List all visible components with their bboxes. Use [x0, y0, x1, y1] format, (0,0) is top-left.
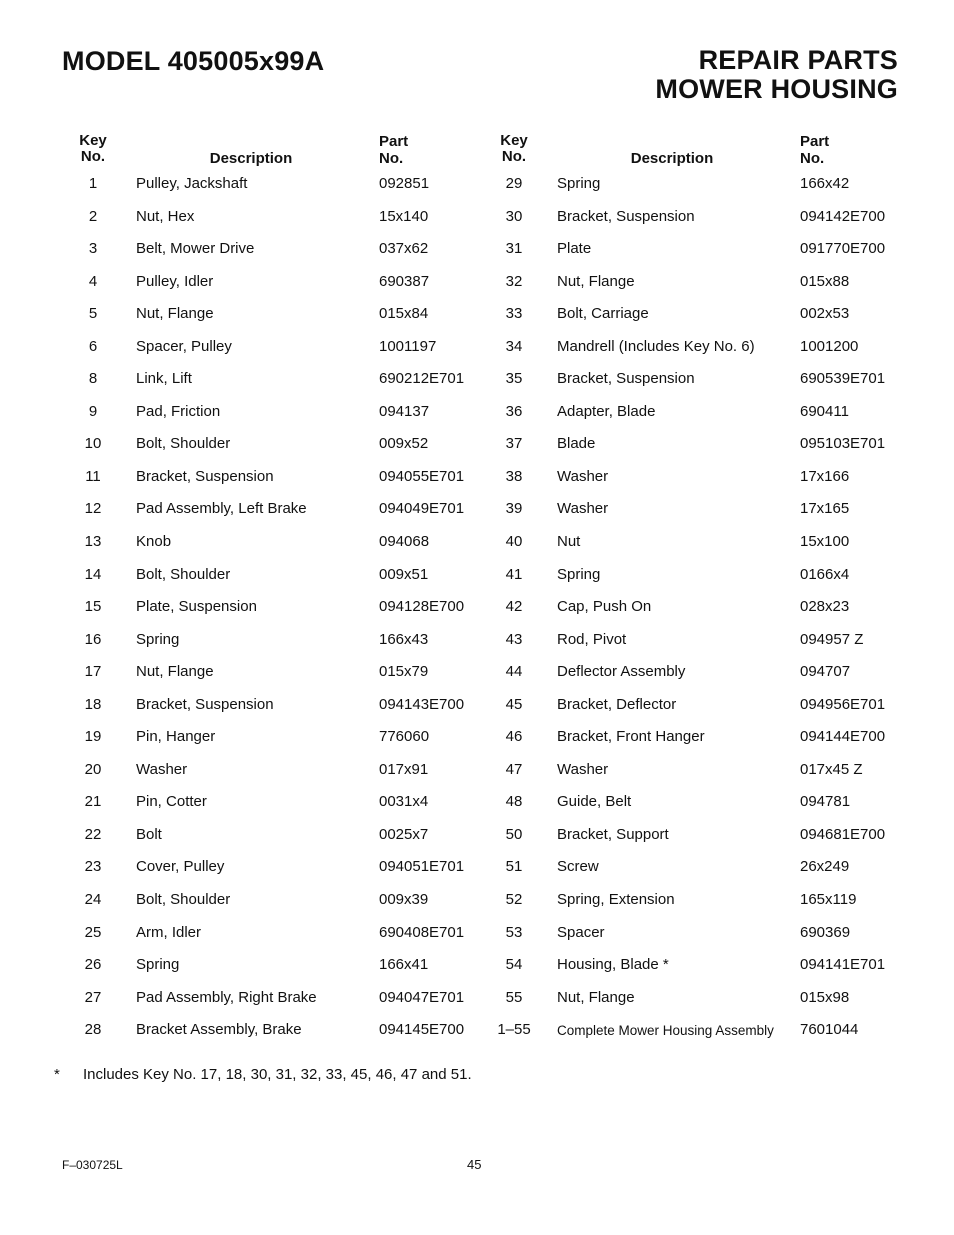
key-no: 5 [88, 305, 98, 323]
part-number: 095103E701 [800, 435, 886, 453]
description-header: Description [209, 150, 293, 167]
part-number: 0166x4 [800, 565, 850, 583]
key-no: 55 [505, 988, 523, 1006]
key-no: 37 [505, 435, 523, 453]
part-description: Pulley, Idler [136, 272, 214, 290]
key-no: 2 [88, 207, 98, 225]
key-no: 26 [84, 956, 102, 974]
part-description: Bracket Assembly, Brake [136, 1021, 302, 1039]
part-no-header: Part No. [379, 133, 409, 167]
key-header-line2: No. [501, 148, 527, 165]
part-number: 094144E700 [800, 728, 886, 746]
part-description: Guide, Belt [557, 793, 632, 811]
part-number: 028x23 [800, 598, 850, 616]
part-number: 094957 Z [800, 630, 864, 648]
footnote-marker: * [54, 1066, 60, 1083]
key-header-line1: Key [500, 132, 528, 149]
key-no: 22 [84, 825, 102, 843]
key-no: 11 [85, 467, 101, 485]
part-description: Cap, Push On [557, 598, 652, 616]
part-description: Rod, Pivot [557, 630, 627, 648]
part-number: 094047E701 [379, 988, 465, 1006]
key-no: 38 [505, 467, 523, 485]
part-number: 094781 [800, 793, 851, 811]
part-number: 094055E701 [379, 467, 465, 485]
part-number: 009x39 [379, 891, 429, 909]
part-description: Washer [136, 760, 188, 778]
key-no: 30 [505, 207, 523, 225]
key-no-header [55, 133, 131, 165]
key-no: 42 [505, 598, 523, 616]
key-no: 40 [505, 533, 523, 551]
part-no-header: Part No. [800, 133, 830, 167]
part-number: 1001200 [800, 337, 859, 355]
part-description: Bracket, Suspension [136, 467, 274, 485]
key-no: 12 [84, 500, 102, 518]
part-description: Mandrell (Includes Key No. 6) [557, 337, 755, 355]
part-description: Bolt, Carriage [557, 305, 649, 323]
part-number: 690411 [800, 402, 849, 420]
key-no: 25 [84, 923, 102, 941]
part-number: 690539E701 [800, 370, 886, 388]
part-description: Arm, Idler [136, 923, 202, 941]
key-no: 45 [505, 695, 523, 713]
key-no: 47 [505, 760, 523, 778]
key-no: 1–55 [497, 1021, 531, 1039]
part-number: 690212E701 [379, 370, 465, 388]
key-no: 44 [505, 663, 523, 681]
key-no: 6 [88, 337, 98, 355]
part-number: 015x98 [800, 988, 850, 1006]
part-description: Pulley, Jackshaft [136, 175, 248, 192]
part-number: 094128E700 [379, 598, 465, 616]
part-number: 094143E700 [379, 695, 465, 713]
part-number: 037x62 [379, 240, 429, 258]
part-description: Belt, Mower Drive [136, 240, 255, 258]
part-description: Nut [557, 533, 581, 551]
part-number: 690387 [379, 272, 430, 290]
key-no: 35 [505, 370, 523, 388]
part-description: Spring [557, 175, 601, 192]
part-number: 015x84 [379, 305, 429, 323]
part-number: 094681E700 [800, 825, 886, 843]
model-title: MODEL 405005x99A [62, 46, 325, 76]
part-description: Blade [557, 435, 596, 453]
part-number: 094049E701 [379, 500, 465, 518]
key-no: 43 [505, 630, 523, 648]
part-description: Plate [557, 240, 592, 258]
part-description: Washer [557, 760, 609, 778]
part-description: Cover, Pulley [136, 858, 225, 876]
part-number: 776060 [379, 728, 430, 746]
key-no: 46 [505, 728, 523, 746]
part-number: 094137 [379, 402, 430, 420]
part-number: 165x119 [800, 891, 857, 909]
key-no: 16 [84, 630, 102, 648]
part-number: 094142E700 [800, 207, 886, 225]
part-number: 091770E700 [800, 240, 886, 258]
key-no: 14 [84, 565, 102, 583]
part-description: Nut, Hex [136, 207, 195, 225]
key-no: 8 [88, 370, 98, 388]
part-number: 009x52 [379, 435, 429, 453]
section-title-line2: MOWER HOUSING [655, 74, 898, 104]
part-description: Pad Assembly, Left Brake [136, 500, 307, 518]
key-no: 17 [84, 663, 102, 681]
key-no: 33 [505, 305, 523, 323]
key-no: 13 [84, 533, 102, 551]
key-no: 28 [84, 1021, 102, 1039]
key-no: 3 [88, 240, 98, 258]
key-no: 52 [505, 891, 523, 909]
part-number: 094068 [379, 533, 430, 551]
part-number: 166x41 [379, 956, 429, 974]
key-no: 23 [84, 858, 102, 876]
part-number: 15x140 [379, 207, 429, 225]
part-description: Bracket, Front Hanger [557, 728, 705, 746]
part-description: Pin, Cotter [136, 793, 207, 811]
part-description: Deflector Assembly [557, 663, 686, 681]
part-number: 015x79 [379, 663, 429, 681]
part-description: Bolt [136, 825, 162, 843]
part-description: Spring, Extension [557, 891, 675, 909]
part-description: Screw [557, 858, 599, 876]
key-no: 19 [84, 728, 102, 746]
part-number: 017x45 Z [800, 760, 863, 778]
part-number: 7601044 [800, 1021, 859, 1039]
part-number: 094141E701 [800, 956, 886, 974]
footnote-text: Includes Key No. 17, 18, 30, 31, 32, 33, 45, 46, 47 and 51. [83, 1066, 472, 1083]
part-number: 1001197 [379, 337, 437, 355]
part-number: 0025x7 [379, 825, 429, 843]
part-description: Nut, Flange [136, 663, 214, 681]
key-no: 1 [88, 175, 98, 192]
part-description: Pad, Friction [136, 402, 221, 420]
key-no: 24 [84, 891, 102, 909]
key-no: 29 [505, 175, 523, 192]
part-number: 094145E700 [379, 1021, 465, 1039]
key-no: 4 [88, 272, 98, 290]
page-number: 45 [467, 1157, 482, 1172]
part-number: 015x88 [800, 272, 850, 290]
key-no: 50 [505, 825, 523, 843]
key-no: 54 [505, 956, 523, 974]
part-description: Pad Assembly, Right Brake [136, 988, 317, 1006]
section-title-line1: REPAIR PARTS [698, 45, 898, 75]
part-number: 094956E701 [800, 695, 886, 713]
part-number: 009x51 [379, 565, 429, 583]
key-no: 34 [505, 337, 523, 355]
part-number: 166x42 [800, 175, 850, 192]
part-number: 017x91 [379, 760, 429, 778]
part-description: Nut, Flange [557, 272, 635, 290]
key-no-header [476, 133, 552, 165]
key-no: 51 [505, 858, 523, 876]
part-description: Bracket, Deflector [557, 695, 677, 713]
key-header-line2: No. [80, 148, 106, 165]
key-no: 53 [505, 923, 523, 941]
key-no: 48 [505, 793, 523, 811]
key-no: 18 [84, 695, 102, 713]
part-number: 26x249 [800, 858, 850, 876]
key-no: 9 [88, 402, 98, 420]
key-header-line1: Key [79, 132, 107, 149]
part-description: Spacer [557, 923, 605, 941]
key-no: 39 [505, 500, 523, 518]
part-number: 002x53 [800, 305, 850, 323]
part-description: Washer [557, 467, 609, 485]
part-number: 166x43 [379, 630, 429, 648]
key-no: 31 [505, 240, 523, 258]
part-description: Bracket, Suspension [136, 695, 274, 713]
part-number: 094707 [800, 663, 851, 681]
part-description: Bracket, Suspension [557, 370, 695, 388]
key-no: 41 [505, 565, 523, 583]
part-description: Bolt, Shoulder [136, 565, 231, 583]
part-number: 17x166 [800, 467, 850, 485]
part-description: Plate, Suspension [136, 598, 257, 616]
part-description: Knob [136, 533, 172, 551]
part-description: Link, Lift [136, 370, 192, 388]
key-no: 36 [505, 402, 523, 420]
part-description: Nut, Flange [136, 305, 214, 323]
part-description: Spacer, Pulley [136, 337, 232, 355]
section-title [655, 46, 898, 104]
part-number: 0031x4 [379, 793, 429, 811]
part-number: 092851 [379, 175, 430, 192]
key-no: 32 [505, 272, 523, 290]
part-description: Nut, Flange [557, 988, 635, 1006]
part-description: Complete Mower Housing Assembly [557, 1023, 774, 1039]
key-no: 10 [84, 435, 102, 453]
form-code: F–030725L [62, 1158, 123, 1172]
part-number: 17x165 [800, 500, 850, 518]
part-number: 690408E701 [379, 923, 465, 941]
part-number: 690369 [800, 923, 851, 941]
key-no: 15 [84, 598, 102, 616]
part-number: 15x100 [800, 533, 850, 551]
part-description: Adapter, Blade [557, 402, 656, 420]
key-no: 27 [84, 988, 102, 1006]
part-description: Spring [136, 630, 180, 648]
key-no: 20 [84, 760, 102, 778]
part-description: Bracket, Support [557, 825, 669, 843]
part-description: Washer [557, 500, 609, 518]
part-description: Bolt, Shoulder [136, 891, 231, 909]
part-description: Spring [136, 956, 180, 974]
part-description: Bracket, Suspension [557, 207, 695, 225]
part-description: Bolt, Shoulder [136, 435, 231, 453]
part-description: Spring [557, 565, 601, 583]
part-number: 094051E701 [379, 858, 465, 876]
part-description: Pin, Hanger [136, 728, 216, 746]
part-description: Housing, Blade * [557, 956, 669, 974]
key-no: 21 [84, 793, 102, 811]
description-header: Description [630, 150, 714, 167]
